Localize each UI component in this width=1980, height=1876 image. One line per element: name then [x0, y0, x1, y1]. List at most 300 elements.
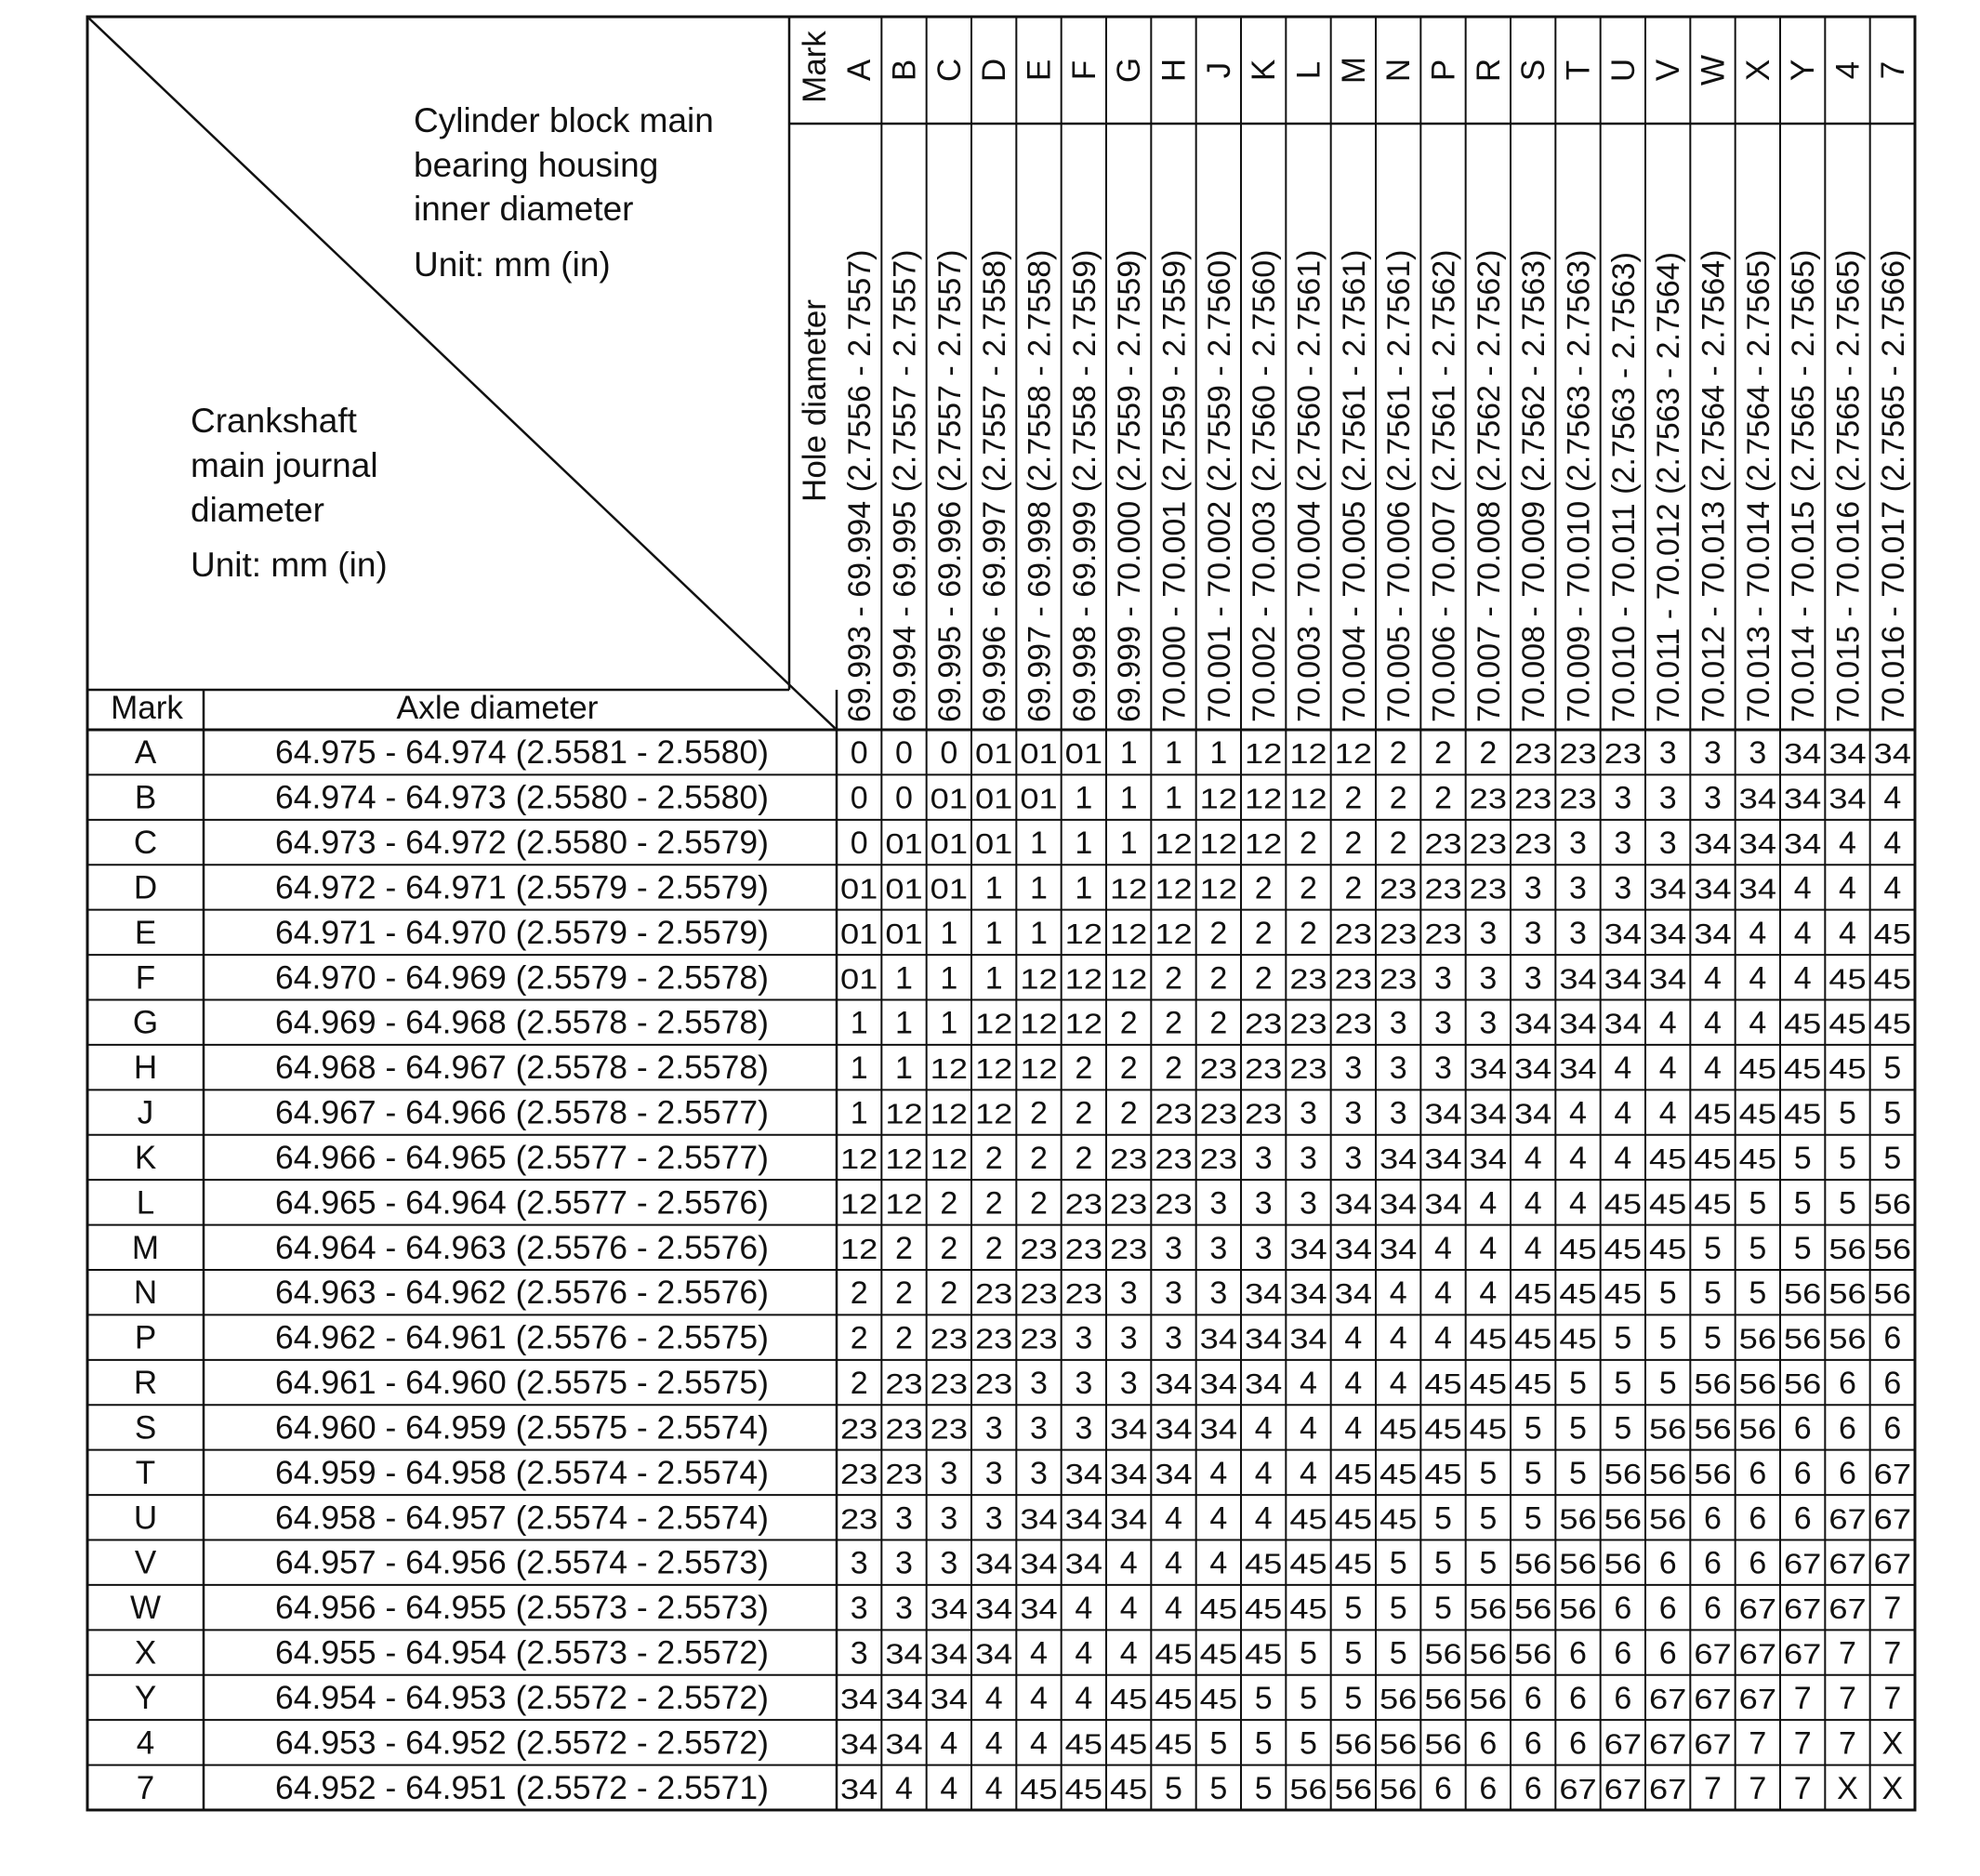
grade-cell: 6: [1793, 1455, 1812, 1491]
grade-cell: 45: [1469, 1412, 1508, 1446]
grade-cell: 34: [930, 1682, 968, 1715]
grade-cell: 23: [1110, 1142, 1148, 1175]
grade-cell: 45: [1379, 1412, 1418, 1446]
grade-cell: 3: [1344, 1140, 1363, 1176]
grade-cell: 3: [1569, 915, 1587, 951]
grade-cell: 6: [1883, 1410, 1902, 1447]
grade-cell: 45: [1828, 962, 1867, 996]
grade-cell: 12: [1245, 827, 1283, 861]
row-mark: 4: [136, 1724, 155, 1762]
grade-cell: 34: [1064, 1502, 1103, 1536]
grade-cell: 3: [1614, 826, 1632, 862]
row-axle-diameter: 64.973 - 64.972 (2.5580 - 2.5579): [275, 824, 769, 862]
row-axle-diameter: 64.955 - 64.954 (2.5573 - 2.5572): [275, 1633, 769, 1671]
grade-cell: 45: [1199, 1682, 1238, 1715]
grade-cell: 7: [1883, 1591, 1902, 1627]
grade-cell: 2: [1119, 1005, 1138, 1041]
grade-cell: 01: [1020, 782, 1058, 815]
grade-cell: 2: [984, 1185, 1003, 1222]
grade-cell: 12: [1334, 737, 1373, 771]
row-axle-diameter: 64.972 - 64.971 (2.5579 - 2.5579): [275, 868, 769, 906]
grade-cell: 3: [1389, 1095, 1407, 1131]
grade-cell: 3: [1119, 1320, 1138, 1356]
column-mark: 7: [1874, 60, 1911, 80]
grade-cell: 3: [984, 1500, 1003, 1537]
grade-cell: 2: [984, 1230, 1003, 1266]
grade-cell: 23: [1110, 1187, 1148, 1221]
column-hole-diameter: 69.999 - 70.000 (2.7559 - 2.7559): [1112, 249, 1148, 722]
grade-cell: 45: [1559, 1322, 1597, 1355]
grade-cell: 2: [1300, 826, 1317, 862]
grade-cell: 34: [930, 1637, 968, 1671]
grade-cell: 12: [975, 1052, 1013, 1086]
grade-cell: 45: [1694, 1097, 1732, 1130]
grade-cell: 23: [1199, 1142, 1238, 1175]
grade-cell: 5: [1569, 1410, 1587, 1447]
row-axle-diameter: 64.953 - 64.952 (2.5572 - 2.5572): [275, 1724, 769, 1762]
grade-cell: 45: [1289, 1592, 1327, 1626]
grade-cell: 34: [1424, 1097, 1462, 1130]
grade-cell: 12: [930, 1052, 968, 1086]
grade-cell: 34: [1245, 1367, 1283, 1401]
grade-cell: 23: [1379, 962, 1418, 996]
grade-cell: 45: [1738, 1052, 1777, 1086]
grade-cell: 67: [1649, 1772, 1687, 1805]
grade-cell: 2: [940, 1230, 958, 1266]
column-mark: F: [1065, 59, 1102, 81]
grade-cell: 56: [1424, 1637, 1462, 1671]
grade-cell: 34: [840, 1772, 878, 1805]
grade-cell: 1: [1030, 870, 1048, 906]
grade-cell: 3: [1075, 1366, 1093, 1402]
grade-cell: 23: [1604, 737, 1643, 771]
grade-cell: 4: [1524, 1185, 1542, 1222]
grade-cell: 3: [1030, 1455, 1048, 1491]
grade-cell: X: [1837, 1770, 1858, 1806]
grade-cell: 1: [1075, 870, 1093, 906]
grade-cell: 2: [1165, 1005, 1182, 1041]
grade-cell: 34: [1784, 827, 1822, 861]
grade-cell: 34: [1199, 1412, 1238, 1446]
grade-cell: 1: [1165, 735, 1182, 772]
grade-cell: 3: [1658, 780, 1677, 816]
grade-cell: 67: [1784, 1592, 1822, 1626]
row-axle-diameter: 64.960 - 64.959 (2.5575 - 2.5574): [275, 1408, 769, 1447]
grade-cell: 01: [885, 917, 923, 950]
grade-cell: 23: [1334, 917, 1373, 950]
row-mark: D: [133, 869, 158, 906]
grade-cell: 3: [1030, 1410, 1048, 1447]
grade-cell: 5: [1254, 1725, 1273, 1762]
grade-cell: 5: [1883, 1140, 1902, 1176]
grade-cell: 34: [1604, 962, 1643, 996]
grade-cell: 4: [1883, 826, 1902, 862]
row-mark: 7: [136, 1769, 155, 1806]
grade-cell: 4: [1883, 780, 1902, 816]
grade-cell: 45: [1604, 1232, 1643, 1265]
grade-cell: 3: [1434, 1005, 1452, 1041]
grade-cell: 2: [1344, 870, 1363, 906]
grade-cell: 12: [885, 1187, 923, 1221]
grade-cell: 4: [1300, 1410, 1317, 1447]
grade-cell: 45: [1199, 1637, 1238, 1671]
grade-cell: 34: [1110, 1502, 1148, 1536]
grade-cell: 34: [1020, 1592, 1058, 1626]
grade-cell: 1: [1030, 915, 1048, 951]
grade-cell: 4: [1344, 1320, 1363, 1356]
grade-cell: 4: [1749, 960, 1767, 997]
grade-cell: 23: [1064, 1232, 1103, 1265]
grade-cell: 7: [1883, 1635, 1902, 1671]
grade-cell: 34: [1064, 1547, 1103, 1580]
grade-cell: 56: [1738, 1412, 1777, 1446]
grade-cell: 12: [1110, 917, 1148, 950]
grade-cell: 23: [1155, 1142, 1193, 1175]
grade-cell: 45: [1559, 1277, 1597, 1311]
column-mark: C: [931, 58, 968, 83]
grade-cell: 23: [1289, 1007, 1327, 1040]
grade-cell: 4: [984, 1680, 1003, 1716]
grade-cell: 3: [1569, 870, 1587, 906]
grade-cell: 67: [1649, 1682, 1687, 1715]
grade-cell: 67: [1828, 1592, 1867, 1626]
row-axle-diameter: 64.954 - 64.953 (2.5572 - 2.5572): [275, 1678, 769, 1716]
grade-cell: 23: [1379, 917, 1418, 950]
grade-cell: 6: [1614, 1680, 1632, 1716]
grade-cell: 45: [1245, 1637, 1283, 1671]
grade-cell: 56: [1424, 1682, 1462, 1715]
grade-cell: 34: [1379, 1232, 1418, 1265]
grade-cell: 1: [1209, 735, 1228, 772]
grade-cell: 6: [1883, 1320, 1902, 1356]
grade-cell: 6: [1524, 1725, 1542, 1762]
grade-cell: 4: [1569, 1185, 1587, 1222]
grade-cell: 6: [1569, 1635, 1587, 1671]
grade-cell: 56: [1738, 1322, 1777, 1355]
grade-cell: 6: [1704, 1500, 1722, 1537]
grade-cell: 12: [1199, 827, 1238, 861]
grade-cell: 4: [1209, 1500, 1228, 1537]
column-hole-diameter: 69.994 - 69.995 (2.7557 - 2.7557): [887, 249, 923, 722]
grade-cell: 23: [1424, 872, 1462, 905]
row-mark: R: [133, 1365, 158, 1402]
grade-cell: 34: [1694, 827, 1732, 861]
grade-cell: 3: [940, 1500, 958, 1537]
grade-cell: 2: [1254, 960, 1273, 997]
grade-cell: 34: [1199, 1322, 1238, 1355]
grade-cell: 67: [1828, 1547, 1867, 1580]
grade-cell: 01: [840, 872, 878, 905]
grade-cell: 23: [1559, 782, 1597, 815]
row-axle-diameter: 64.974 - 64.973 (2.5580 - 2.5580): [275, 778, 769, 816]
grade-cell: 56: [1424, 1727, 1462, 1761]
grade-cell: 3: [1614, 780, 1632, 816]
grade-cell: 23: [930, 1412, 968, 1446]
grade-cell: 34: [885, 1682, 923, 1715]
grade-cell: 23: [840, 1457, 878, 1490]
grade-cell: 6: [1839, 1410, 1856, 1447]
grade-cell: 6: [1793, 1410, 1812, 1447]
grade-cell: 56: [1604, 1547, 1643, 1580]
grade-cell: 2: [1209, 1005, 1228, 1041]
grade-cell: 4: [1704, 960, 1722, 997]
grade-cell: 45: [1694, 1142, 1732, 1175]
grade-cell: 3: [1389, 1005, 1407, 1041]
grade-cell: 6: [1704, 1591, 1722, 1627]
grade-cell: 23: [1199, 1097, 1238, 1130]
grade-cell: 1: [850, 1050, 868, 1087]
grade-cell: 2: [1434, 780, 1452, 816]
column-mark: W: [1695, 54, 1732, 86]
grade-cell: 34: [1649, 962, 1687, 996]
grade-cell: 12: [1289, 737, 1327, 771]
grade-cell: 23: [975, 1367, 1013, 1401]
grade-cell: 5: [1749, 1185, 1767, 1222]
grade-cell: 1: [940, 915, 958, 951]
column-mark: B: [886, 59, 923, 82]
grade-cell: 67: [1694, 1637, 1732, 1671]
grade-cell: 12: [1155, 827, 1193, 861]
grade-cell: 23: [1559, 737, 1597, 771]
grade-cell: 23: [1424, 827, 1462, 861]
column-mark: T: [1560, 59, 1597, 81]
row-mark: X: [134, 1634, 157, 1671]
grade-cell: 3: [1434, 1050, 1452, 1087]
grade-cell: 34: [1784, 737, 1822, 771]
grade-cell: 4: [1839, 826, 1856, 862]
grade-cell: 23: [1245, 1097, 1283, 1130]
column-mark: G: [1111, 57, 1148, 84]
grade-cell: 6: [1569, 1725, 1587, 1762]
column-hole-diameter: 69.995 - 69.996 (2.7557 - 2.7557): [931, 249, 968, 722]
grade-cell: 2: [984, 1140, 1003, 1176]
row-axle-diameter: 64.959 - 64.958 (2.5574 - 2.5574): [275, 1453, 769, 1491]
grade-cell: 1: [1075, 780, 1093, 816]
grade-cell: 23: [1334, 962, 1373, 996]
row-mark: M: [131, 1229, 160, 1266]
grade-cell: 01: [975, 827, 1013, 861]
grade-cell: 5: [1344, 1635, 1363, 1671]
grade-cell: 56: [1514, 1592, 1552, 1626]
grade-cell: 34: [1289, 1322, 1327, 1355]
grade-cell: 4: [984, 1725, 1003, 1762]
column-hole-diameter: 70.000 - 70.001 (2.7559 - 2.7559): [1156, 249, 1193, 722]
grade-cell: 45: [1424, 1367, 1462, 1401]
grade-cell: 4: [1434, 1320, 1452, 1356]
journal-label-line-2: main journal: [191, 446, 378, 484]
grade-cell: 45: [1155, 1727, 1193, 1761]
grade-cell: 4: [1209, 1455, 1228, 1491]
grade-cell: 56: [1469, 1637, 1508, 1671]
grade-cell: 34: [1020, 1502, 1058, 1536]
column-hole-diameter: 70.013 - 70.014 (2.7564 - 2.7565): [1740, 249, 1776, 722]
grade-cell: 34: [1514, 1052, 1552, 1086]
grade-cell: 6: [1793, 1500, 1812, 1537]
grade-cell: 23: [1424, 917, 1462, 950]
grade-cell: 2: [850, 1320, 868, 1356]
grade-cell: 67: [1873, 1457, 1911, 1490]
grade-cell: 23: [1245, 1052, 1283, 1086]
grade-cell: 34: [1604, 917, 1643, 950]
column-hole-diameter: 70.005 - 70.006 (2.7561 - 2.7561): [1381, 249, 1418, 722]
grade-cell: 4: [1075, 1591, 1093, 1627]
grade-cell: 45: [1828, 1052, 1867, 1086]
grade-cell: 2: [1254, 870, 1273, 906]
grade-cell: 3: [1300, 1095, 1317, 1131]
grade-cell: 4: [1030, 1725, 1048, 1762]
grade-cell: 34: [1289, 1277, 1327, 1311]
grade-cell: 2: [1389, 826, 1407, 862]
column-hole-diameter: 70.008 - 70.009 (2.7562 - 2.7563): [1516, 249, 1552, 722]
grade-cell: 56: [1694, 1457, 1732, 1490]
grade-cell: 45: [1245, 1592, 1283, 1626]
grade-cell: 45: [1469, 1322, 1508, 1355]
grade-cell: 4: [1614, 1050, 1632, 1087]
grade-cell: 56: [1379, 1682, 1418, 1715]
grade-cell: 5: [1254, 1680, 1273, 1716]
grade-cell: 1: [940, 1005, 958, 1041]
grade-cell: 12: [1245, 782, 1283, 815]
grade-cell: 12: [1245, 737, 1283, 771]
grade-cell: 56: [1604, 1457, 1643, 1490]
column-hole-diameter: 70.002 - 70.003 (2.7560 - 2.7560): [1247, 249, 1283, 722]
grade-cell: 4: [1030, 1635, 1048, 1671]
grade-cell: 34: [1155, 1367, 1193, 1401]
column-hole-diameter: 69.996 - 69.997 (2.7557 - 2.7558): [977, 249, 1013, 722]
grade-cell: 12: [1110, 872, 1148, 905]
grade-cell: 2: [1344, 826, 1363, 862]
grade-cell: 45: [1738, 1142, 1777, 1175]
grade-cell: 67: [1694, 1727, 1732, 1761]
grade-cell: 4: [1793, 870, 1812, 906]
grade-cell: 4: [1165, 1591, 1182, 1627]
grade-cell: 45: [1784, 1052, 1822, 1086]
grade-cell: 5: [1300, 1725, 1317, 1762]
grade-cell: 1: [895, 1050, 913, 1087]
grade-cell: 2: [940, 1275, 958, 1312]
grade-cell: 7: [1839, 1680, 1856, 1716]
grade-cell: 0: [850, 780, 868, 816]
row-axle-diameter: 64.962 - 64.961 (2.5576 - 2.5575): [275, 1318, 769, 1356]
grade-cell: 45: [1064, 1727, 1103, 1761]
grade-cell: 2: [1209, 960, 1228, 997]
column-mark: A: [841, 59, 878, 82]
grade-cell: 12: [975, 1007, 1013, 1040]
grade-cell: 23: [930, 1322, 968, 1355]
grade-cell: 23: [1469, 782, 1508, 815]
column-hole-diameter: 69.998 - 69.999 (2.7558 - 2.7559): [1066, 249, 1102, 722]
row-axle-diameter: 64.958 - 64.957 (2.5574 - 2.5574): [275, 1499, 769, 1537]
grade-cell: 1: [984, 915, 1003, 951]
grade-cell: X: [1881, 1770, 1904, 1806]
grade-cell: 56: [1828, 1322, 1867, 1355]
grade-cell: 3: [895, 1591, 913, 1627]
column-mark: J: [1200, 61, 1237, 79]
grade-cell: 34: [1694, 917, 1732, 950]
grade-cell: 34: [1828, 782, 1867, 815]
grade-cell: 3: [850, 1545, 868, 1581]
column-mark: H: [1155, 58, 1193, 83]
grade-cell: 4: [1389, 1320, 1407, 1356]
row-mark: B: [134, 779, 157, 816]
column-hole-diameter: 70.007 - 70.008 (2.7562 - 2.7562): [1471, 249, 1507, 722]
grade-cell: 3: [1209, 1230, 1228, 1266]
grade-cell: 1: [1030, 826, 1048, 862]
grade-cell: 34: [1469, 1097, 1508, 1130]
grade-cell: 2: [1344, 780, 1363, 816]
grade-cell: 23: [1020, 1232, 1058, 1265]
grade-cell: 7: [1793, 1770, 1812, 1806]
grade-cell: 45: [1020, 1772, 1058, 1805]
grade-cell: 23: [1020, 1277, 1058, 1311]
grade-cell: 23: [1469, 872, 1508, 905]
col-mark-header: Mark: [797, 31, 833, 103]
row-axle-diameter: 64.966 - 64.965 (2.5577 - 2.5577): [275, 1138, 769, 1176]
grade-cell: 3: [1119, 1275, 1138, 1312]
column-hole-diameter: 70.012 - 70.013 (2.7564 - 2.7564): [1696, 249, 1732, 722]
grade-cell: 34: [1738, 872, 1777, 905]
grade-cell: 6: [1524, 1770, 1542, 1806]
grade-cell: 1: [1119, 826, 1138, 862]
grade-cell: 2: [1209, 915, 1228, 951]
grade-cell: 45: [1424, 1412, 1462, 1446]
grade-cell: 23: [930, 1367, 968, 1401]
grade-cell: 56: [1334, 1727, 1373, 1761]
grade-cell: 3: [1344, 1050, 1363, 1087]
grade-cell: 2: [895, 1230, 913, 1266]
grade-cell: 7: [1704, 1770, 1722, 1806]
row-axle-diameter: 64.952 - 64.951 (2.5572 - 2.5571): [275, 1768, 769, 1806]
row-axle-diameter: 64.968 - 64.967 (2.5578 - 2.5578): [275, 1049, 769, 1087]
column-hole-diameter: 70.004 - 70.005 (2.7561 - 2.7561): [1336, 249, 1372, 722]
housing-label-line-2: bearing housing: [414, 146, 659, 184]
grade-cell: 45: [1694, 1187, 1732, 1221]
grade-cell: 4: [1658, 1050, 1677, 1087]
grade-cell: 01: [930, 827, 968, 861]
grade-cell: 5: [1749, 1275, 1767, 1312]
grade-cell: 5: [1793, 1140, 1812, 1176]
grade-cell: 3: [1614, 870, 1632, 906]
grade-cell: 12: [1020, 962, 1058, 996]
grade-cell: 34: [885, 1727, 923, 1761]
grade-cell: 01: [885, 827, 923, 861]
grade-cell: 4: [1749, 915, 1767, 951]
grade-cell: 7: [1749, 1770, 1767, 1806]
grade-cell: 4: [1209, 1545, 1228, 1581]
grade-cell: 3: [984, 1410, 1003, 1447]
column-mark: P: [1425, 59, 1462, 82]
grade-cell: 5: [1793, 1230, 1812, 1266]
row-axle-diameter: 64.969 - 64.968 (2.5578 - 2.5578): [275, 1003, 769, 1041]
grade-cell: 5: [1749, 1230, 1767, 1266]
housing-label-line-1: Cylinder block main: [414, 101, 714, 139]
grade-cell: 56: [1379, 1772, 1418, 1805]
row-axle-diameter: 64.965 - 64.964 (2.5577 - 2.5576): [275, 1183, 769, 1222]
grade-cell: 3: [1300, 1185, 1317, 1222]
grade-cell: 12: [840, 1232, 878, 1265]
grade-cell: 45: [1559, 1232, 1597, 1265]
grade-cell: 2: [1434, 735, 1452, 772]
grade-cell: 56: [1873, 1277, 1911, 1311]
grade-cell: 01: [840, 917, 878, 950]
grade-cell: 34: [1334, 1232, 1373, 1265]
column-hole-diameter: 70.014 - 70.015 (2.7565 - 2.7565): [1786, 249, 1822, 722]
grade-cell: 45: [1155, 1637, 1193, 1671]
grade-cell: 2: [850, 1366, 868, 1402]
grade-cell: 56: [1649, 1412, 1687, 1446]
grade-cell: 2: [1300, 870, 1317, 906]
grade-cell: 34: [1424, 1142, 1462, 1175]
